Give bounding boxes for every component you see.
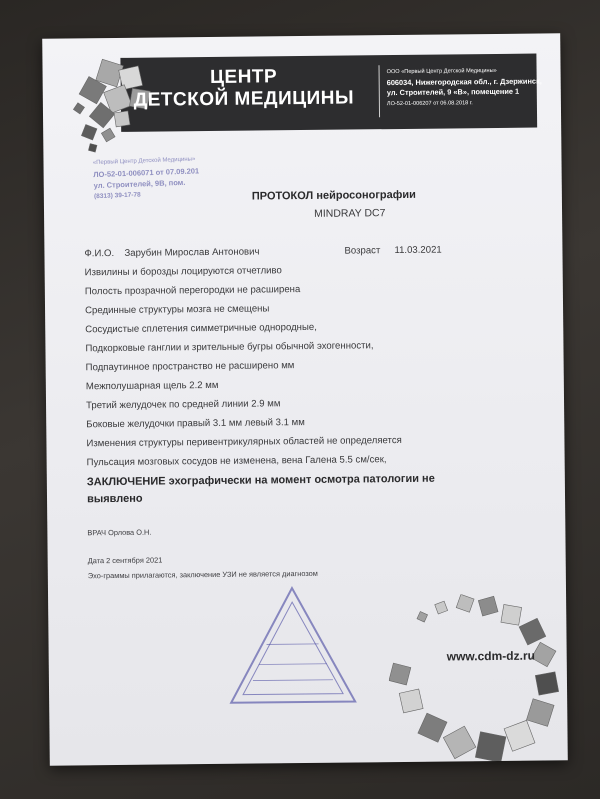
- footer-cubes-icon: [388, 593, 560, 765]
- conclusion-line1: ЗАКЛЮЧЕНИЕ эхографически на момент осмотра патологии не: [86, 472, 435, 489]
- clinic-name-line2: ДЕТСКОЙ МЕДИЦИНЫ: [133, 87, 355, 111]
- clinic-org: ООО «Первый Центр Детской Медицины»: [386, 67, 497, 76]
- finding-ganglia: Подкорковые ганглии и зрительные бугры обычной эхогенности,: [85, 340, 374, 355]
- device-name: MINDRAY DC7: [313, 207, 386, 220]
- stamp-line1: «Первый Центр Детской Медицины»: [92, 156, 196, 167]
- finding-septum: Полость прозрачной перегородки не расширена: [84, 284, 301, 298]
- fio-label: Ф.И.О.: [84, 247, 115, 260]
- clinic-header: [68, 54, 542, 169]
- finding-midline: Срединные структуры мозга не смещены: [85, 303, 270, 317]
- clinic-name-line1: ЦЕНТР: [209, 66, 278, 88]
- clinic-address-2: ул. Строителей, 9 «В», помещение 1: [386, 86, 520, 98]
- patient-age: 11.03.2021: [394, 244, 442, 257]
- exam-date: Дата 2 сентября 2021: [87, 555, 163, 566]
- protocol-title: ПРОТОКОЛ нейросонографии: [251, 188, 416, 203]
- clinic-stamp: [93, 153, 245, 220]
- finding-gyri: Извилины и борозды лоцируются отчетливо: [84, 265, 282, 279]
- patient-name: Зарубин Мирослав Антонович: [124, 246, 260, 259]
- clinic-name: [121, 65, 367, 112]
- clinic-license: ЛО-52-01-006207 от 06.08.2018 г.: [386, 99, 473, 107]
- finding-pulsation: Пульсация мозговых сосудов не изменена, вена Галена 5.5 см/сек,: [86, 454, 387, 469]
- clinic-address-1: 606034, Нижегородская обл., г. Дзержинск,: [386, 76, 542, 87]
- conclusion-line2: выявлено: [86, 492, 143, 506]
- clinic-info: [386, 66, 542, 110]
- stamp-line3: ул. Строителей, 9В, пом.: [93, 177, 186, 191]
- age-label: Возраст: [344, 245, 381, 257]
- finding-lateral-ventricles: Боковые желудочки правый 3.1 мм левый 3.1 мм: [86, 417, 305, 431]
- disclaimer-text: Эхо-граммы прилагаются, заключение УЗИ не является диагнозом: [87, 568, 318, 581]
- stamp-line4: (8313) 39-17-78: [93, 191, 141, 201]
- doctor-name: ВРАЧ Орлова О.Н.: [87, 527, 152, 538]
- website-url[interactable]: www.cdm-dz.ru: [446, 648, 536, 664]
- finding-interhemispheric: Межполушарная щель 2.2 мм: [85, 379, 219, 393]
- protocol-sheet: [42, 33, 568, 765]
- finding-third-ventricle: Третий желудочек по средней линии 2.9 мм: [85, 398, 281, 412]
- triangle-stamp-icon: [226, 583, 359, 706]
- finding-periventricular: Изменения структуры перивентрикулярных областей не определяется: [86, 434, 402, 450]
- finding-subarachnoid: Подпаутинное пространство не расширено мм: [85, 360, 295, 374]
- finding-plexus: Сосудистые сплетения симметричные однородные,: [85, 321, 317, 336]
- stamp-line2: ЛО-52-01-006071 от 07.09.201: [93, 166, 200, 180]
